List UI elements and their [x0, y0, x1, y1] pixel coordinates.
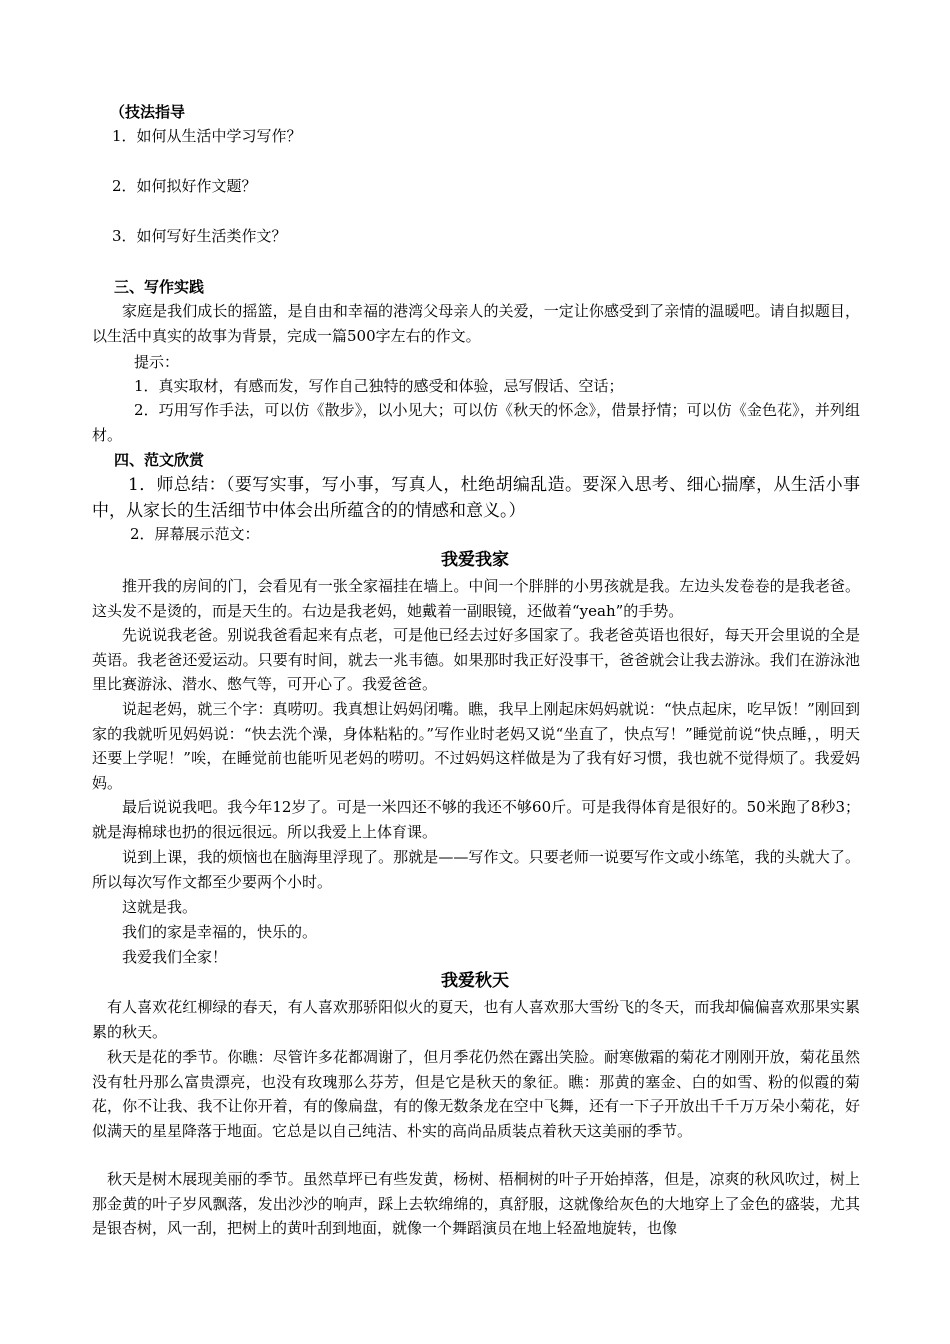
- essay1-paragraph-2: 先说说我老爸。别说我爸看起来有点老，可是他已经去过好多国家了。我老爸英语也很好，每天开会里说的全是英语。我老爸还爱运动。只要有时间，就去一兆韦德。如果那时我正好没事干，爸爸就会让我去游泳。我们在游泳池里比赛游泳、潜水、憋气等，可开心了。我爱爸爸。: [92, 626, 860, 693]
- practice-prompt: 家庭是我们成长的摇篮，是自由和幸福的港湾父母亲人的关爱，一定让你感受到了亲情的温暖吧。请自拟题目，以生活中真实的故事为背景，完成一篇500字左右的作文。: [92, 302, 860, 345]
- screen-show-label: 2．屏幕展示范文：: [130, 525, 260, 543]
- essay1-paragraph-4: 最后说说我吧。我今年12岁了。可是一米四还不够的我还不够60斤。可是我得体育是很好的。50米跑了8秒3；就是海棉球也扔的很远很远。所以我爱上上体育课。: [92, 798, 860, 841]
- essay1-paragraph-5: 说到上课，我的烦恼也在脑海里浮现了。那就是——写作文。只要老师一说要写作文或小练笔，我的头就大了。所以每次写作文都至少要两个小时。: [92, 848, 860, 891]
- tip-2: 2．巧用写作手法，可以仿《散步》，以小见大；可以仿《秋天的怀念》，借景抒情；可以仿《金色花》，并列组材。: [92, 401, 860, 444]
- tips-label: 提示：: [134, 353, 180, 371]
- essay1-paragraph-7: 我们的家是幸福的，快乐的。: [122, 923, 318, 941]
- essay1-paragraph-3: 说起老妈，就三个字：真唠叨。我真想让妈妈闭嘴。瞧，我早上刚起床妈妈就说：“快点起床，吃早饭！”刚回到家的我就听见妈妈说：“快去洗个澡，身体粘粘的。”写作业时老妈又说“坐直了，快点写！”睡觉前说“快点睡，，明天还要上学呢！”唉，在睡觉前也能听见老妈的唠叨。不过妈妈这样做是为了我有好习惯，我也就不觉得烦了。我爱妈妈。: [92, 700, 860, 792]
- essay1-paragraph-1: 推开我的房间的门，会看见有一张全家福挂在墙上。中间一个胖胖的小男孩就是我。左边头发卷卷的是我老爸。这头发不是烫的，而是天生的。右边是我老妈，她戴着一副眼镜，还做着“yeah”的手势。: [92, 577, 860, 620]
- tip-1: 1．真实取材，有感而发，写作自己独特的感受和体验，忌写假话、空话；: [134, 377, 624, 395]
- teacher-summary: 1．师总结：（要写实事，写小事，写真人，杜绝胡编乱造。要深入思考、细心揣摩，从生活小事中，从家长的生活细节中体会出所蕴含的的情感和意义。）: [92, 475, 860, 521]
- essay2-title: 我爱秋天: [441, 971, 509, 991]
- guide-heading: （技法指导: [110, 103, 186, 121]
- essay2-paragraph-2: 秋天是花的季节。你瞧：尽管许多花都凋谢了，但月季花仍然在露出笑脸。耐寒傲霜的菊花才刚刚开放，菊花虽然没有牡丹那么富贵漂亮，也没有玫瑰那么芬芳，但是它是秋天的象征。瞧：那黄的塞金、白的如雪、粉的似霞的菊花，你不让我、我不让你开着，有的像扁盘，有的像无数条龙在空中飞舞，还有一下子开放出千千万万朵小菊花，好似满天的星星降落于地面。它总是以自己纯洁、朴实的高尚品质装点着秋天这美丽的季节。: [92, 1048, 860, 1140]
- essay1-paragraph-6: 这就是我。: [122, 898, 198, 916]
- essay2-paragraph-3: 秋天是树木展现美丽的季节。虽然草坪已有些发黄，杨树、梧桐树的叶子开始掉落，但是，凉爽的秋风吹过，树上那金黄的叶子岁风飘落，发出沙沙的响声，踩上去软绵绵的，真舒服，这就像给灰色的大地穿上了金色的盛装，尤其是银杏树，风一刮，把树上的黄叶刮到地面，就像一个舞蹈演员在地上轻盈地旋转，也像: [92, 1170, 860, 1237]
- essay1-paragraph-8: 我爱我们全家！: [122, 948, 228, 966]
- essay2-paragraph-1: 有人喜欢花红柳绿的春天，有人喜欢那骄阳似火的夏天，也有人喜欢那大雪纷飞的冬天，而我却偏偏喜欢那果实累累的秋天。: [92, 998, 860, 1041]
- appreciation-heading: 四、范文欣赏: [114, 451, 205, 469]
- practice-heading: 三、写作实践: [114, 278, 205, 296]
- essay1-title: 我爱我家: [441, 550, 509, 570]
- guide-question-1: 1．如何从生活中学习写作？: [112, 127, 302, 145]
- guide-question-2: 2．如何拟好作文题？: [112, 177, 257, 195]
- guide-question-3: 3．如何写好生活类作文？: [112, 227, 287, 245]
